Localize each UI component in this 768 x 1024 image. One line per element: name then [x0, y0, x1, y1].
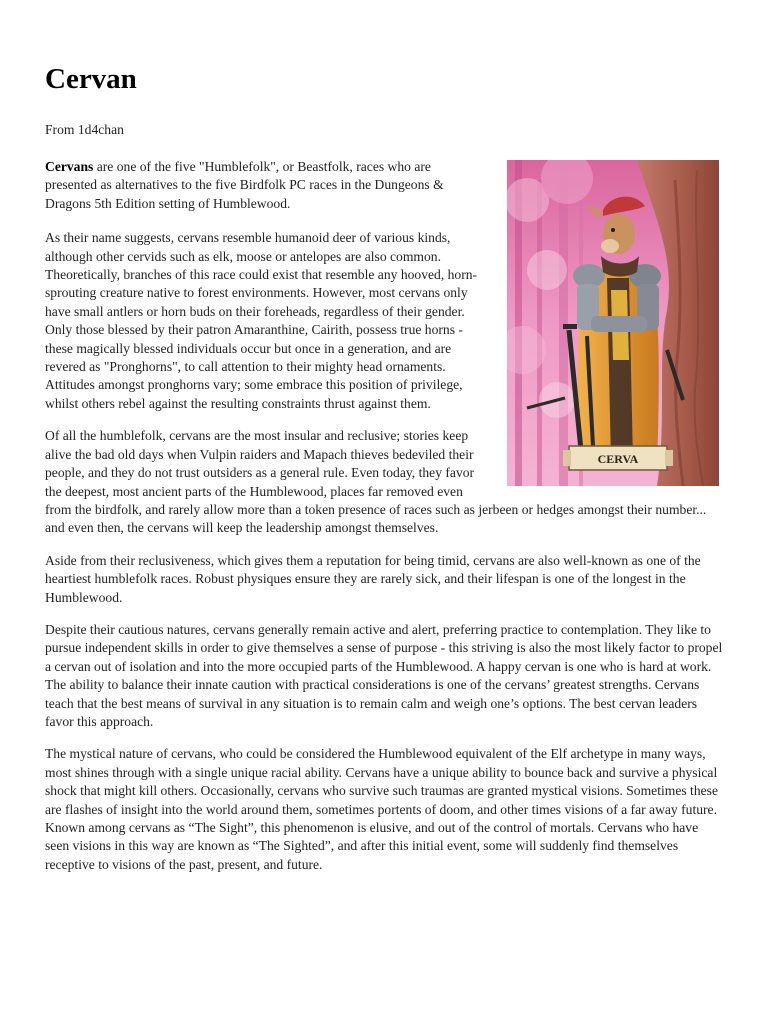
cervan-illustration [507, 160, 719, 486]
term-cervans: Cervans [45, 159, 94, 174]
paragraph-intro-text: are one of the five "Humblefolk", or Beastfolk, races who are presented as alternatives to the five Birdfolk PC races in the Dungeons & Dragons 5th Edition setting of Humblewood. [45, 159, 444, 211]
article-page [45, 62, 725, 888]
paragraph-insular: Of all the humblefolk, cervans are the most insular and reclusive; stories keep alive the bad old days when Vulpin raiders and Mapach thieves bedeviled their people, and they do not trust outsiders as a general rule. Even today, they favor the deepest, most ancient parts of the Humblewood, places far removed even from the birdfolk, and rarely allow more than a token presence of races such as jerbeen or hedges amongst their number... and even then, the cervans will keep the leadership amongst themselves. [45, 428, 707, 536]
paragraph-nature: Despite their cautious natures, cervans generally remain active and alert, preferring practice to contemplation. They like to pursue independent skills in order to give themselves a sense of purpose - this striving is also the most likely factor to propel a cervan out of isolation and into the more occupied parts of the Humblewood. A happy cervan is one who is hard at work. The ability to balance their innate caution with practical considerations is one of the cervans’ greatest strengths. Cervans teach that the best means of survival in any situation is to remain calm and weigh one’s options. The best cervan leaders favor this approach. [45, 621, 723, 729]
paragraph-hardiness: Aside from their reclusiveness, which gives them a reputation for being timid, cervans are also well-known as one of the heartiest humblefolk races. Robust physiques ensure they are rarely sick, and their lifespan is one of the longest in the Humblewood. [45, 552, 701, 605]
caption-text: CERVA [597, 452, 639, 466]
paragraph-appearance: As their name suggests, cervans resemble humanoid deer of various kinds, although other cervids such as elk, moose or antelopes are also common. Theoretically, branches of this race could exist that resemble any hooved, horn-sprouting creature native to forest environments. However, most cervans only have small antlers or horn buds on their foreheads, regardless of their gender. Only those blessed by their patron Amaranthine, Cairith, possess true horns - these magically blessed individuals occur but once in a generation, and are revered as "Pronghorns", to call attention to their mighty head ornaments. Attitudes amongst pronghorns vary; some embrace this position of privilege, whilst others rebel against the resulting constraints thrust against them. [45, 230, 478, 411]
source-line: From 1d4chan [45, 122, 124, 137]
paragraph-the-sight: The mystical nature of cervans, who could be considered the Humblewood equivalent of the Elf archetype in many ways, most shines through with a single unique racial ability. Cervans have a unique ability to bounce back and survive a physical shock that might kill others. Occasionally, cervans who survive such traumas are granted mystical visions. Sometimes these are flashes of insight into the world around them, sometimes portents of doom, and other times visions of a far away future. Known among cervans as “The Sight”, this phenomenon is elusive, and out of the control of mortals. Cervans who have seen visions in this way are known as “The Sighted”, and after this initial event, some will suddenly find themselves receptive to visions of the past, present, and future. [45, 746, 718, 872]
cervan-illustration-art [507, 160, 719, 486]
page-title: Cervan [45, 63, 137, 95]
